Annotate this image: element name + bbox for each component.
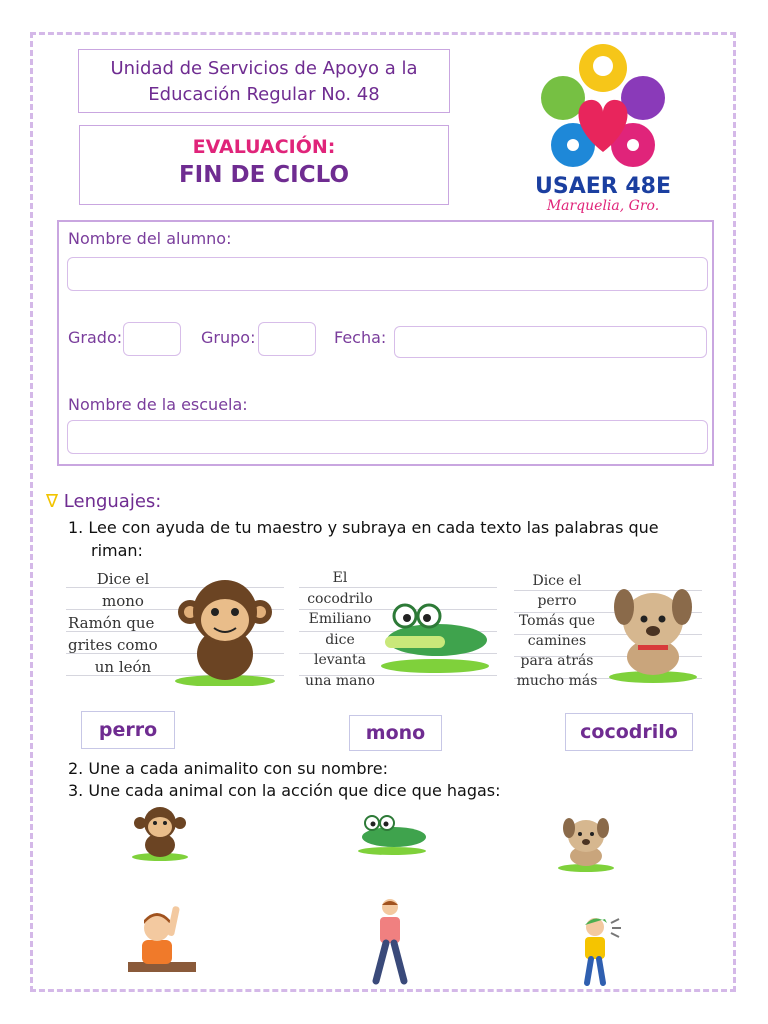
dog-small-icon — [556, 812, 616, 872]
grade-input[interactable] — [123, 322, 181, 356]
rhyme-line: levanta — [313, 652, 366, 668]
rhyme-card-crocodile — [299, 566, 497, 694]
evaluation-subtitle: FIN DE CICLO — [178, 162, 350, 188]
rhyme-card-dog — [514, 569, 702, 689]
date-input[interactable] — [394, 326, 707, 358]
section-heading — [46, 491, 161, 512]
student-name-label: Nombre del alumno: — [68, 229, 232, 248]
child-raising-hand-icon — [124, 898, 200, 974]
usaer-logo — [528, 40, 678, 215]
rhyme-line: un león — [94, 658, 152, 676]
rhyme-line: El — [332, 570, 348, 586]
date-label: Fecha: — [334, 328, 387, 347]
child-shouting-icon — [575, 913, 625, 987]
rhyme-line: mucho más — [516, 673, 598, 689]
triangle-marker-icon: ∇ — [46, 491, 59, 512]
evaluation-title: EVALUACIÓN: — [192, 136, 336, 158]
unit-name-line1: Unidad de Servicios de Apoyo a la — [110, 58, 418, 79]
student-name-input[interactable] — [67, 257, 708, 291]
word-box-mono: mono — [349, 715, 442, 751]
school-name-input[interactable] — [67, 420, 708, 454]
child-walking-icon — [368, 897, 412, 987]
section-title: Lenguajes: — [63, 491, 162, 512]
school-name-label: Nombre de la escuela: — [68, 395, 248, 414]
crocodile-icon — [379, 594, 491, 674]
group-input[interactable] — [258, 322, 316, 356]
instruction-2: 2. Une a cada animalito con su nombre: — [68, 759, 388, 778]
rhyme-line: mono — [102, 592, 144, 610]
unit-name-line2: Educación Regular No. 48 — [148, 84, 380, 105]
monkey-small-icon — [130, 805, 190, 861]
word-box-perro: perro — [81, 711, 175, 749]
rhyme-line: dice — [325, 631, 355, 648]
group-label: Grupo: — [201, 328, 256, 347]
student-info-form — [57, 220, 714, 466]
rhyme-line: cocodrilo — [307, 590, 373, 607]
rhyme-line: grites como — [68, 636, 158, 654]
dog-icon — [606, 579, 700, 683]
rhyme-line: perro — [537, 593, 577, 609]
evaluation-title-box — [79, 125, 449, 205]
rhyme-line: para atrás — [520, 653, 594, 669]
logo-name: USAER 48E — [534, 174, 671, 199]
rhyme-line: Emiliano — [308, 611, 372, 627]
rhyme-line: Dice el — [532, 573, 582, 589]
unit-name-box — [78, 49, 450, 113]
instruction-3: 3. Une cada animal con la acción que dice que hagas: — [68, 781, 501, 800]
logo-flower-icon — [528, 40, 678, 190]
instruction-1: 1. Lee con ayuda de tu maestro y subraya en cada texto las palabras que — [68, 518, 659, 537]
rhyme-line: Dice el — [96, 570, 150, 588]
word-box-cocodrilo: cocodrilo — [565, 713, 693, 751]
rhyme-line: camines — [527, 633, 587, 649]
rhyme-line: Ramón que — [68, 614, 155, 632]
rhyme-card-monkey — [66, 566, 284, 692]
monkey-icon — [170, 576, 280, 686]
instruction-1-continued: riman: — [91, 541, 143, 560]
rhyme-line: una mano — [305, 672, 375, 689]
rhyme-line: Tomás que — [518, 613, 596, 629]
grade-label: Grado: — [68, 328, 123, 347]
crocodile-small-icon — [356, 810, 428, 856]
logo-place: Marquelia, Gro. — [546, 198, 660, 214]
